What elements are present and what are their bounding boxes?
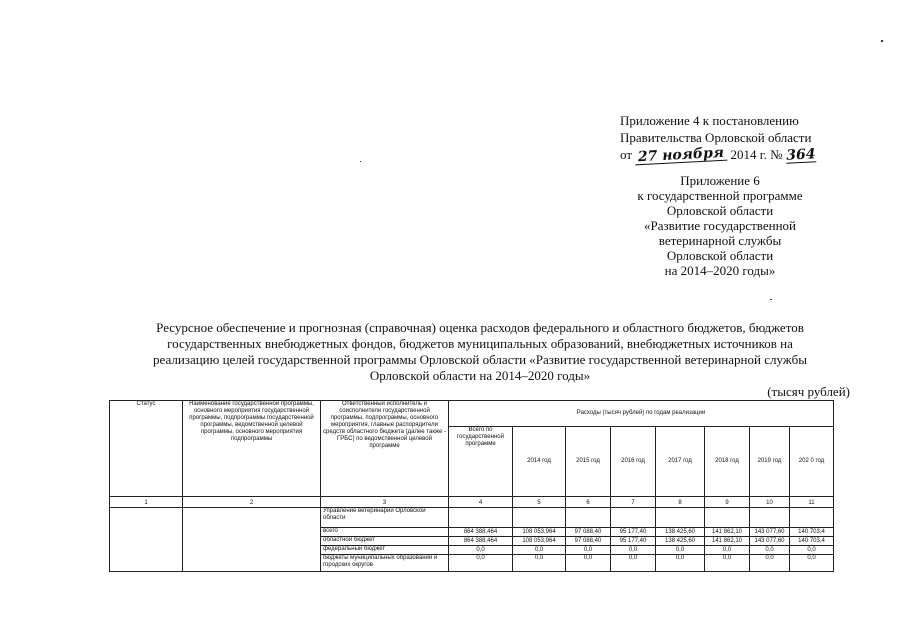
appendix-6-line: Орловской области bbox=[666, 248, 774, 263]
value-2015: 0,0 bbox=[566, 546, 611, 555]
value-2014: 108 053,964 bbox=[513, 528, 566, 537]
col-number: 5 bbox=[513, 497, 566, 508]
header-year-2015: 2015 год bbox=[566, 427, 611, 497]
header-total: Всего по государственной программе bbox=[449, 427, 513, 497]
header-year-2019: 2019 год bbox=[750, 427, 790, 497]
col-number: 10 bbox=[750, 497, 790, 508]
value-2016: 95 177,40 bbox=[611, 537, 656, 546]
appendix-6-line: Приложение 6 bbox=[680, 173, 760, 188]
header-name: Наименование государственной программы, основного мероприятия государственной программы, подпрограммы государственной программы, ведомственной целевой программы, основного мероприятия подпрограммы bbox=[183, 401, 321, 497]
value-2016: 0,0 bbox=[611, 555, 656, 572]
col-number: 6 bbox=[566, 497, 611, 508]
value-total: 864 388,464 bbox=[449, 528, 513, 537]
appendix-6-line: Орловской области bbox=[666, 203, 774, 218]
header-year-2018: 2018 год bbox=[705, 427, 750, 497]
header-executor: Ответственный исполнитель и соисполнители государственной программы, подпрограммы, основного мероприятия, главные распорядители средств областного бюджета (далее также - ГРБС) по ведомственной целевой программе bbox=[321, 401, 449, 497]
units-label: (тысяч рублей) bbox=[767, 384, 850, 399]
value-total: 0,0 bbox=[449, 546, 513, 555]
value-2014: 0,0 bbox=[513, 546, 566, 555]
status-cell bbox=[110, 508, 183, 572]
value-2018: 141 862,10 bbox=[705, 537, 750, 546]
col-number: 11 bbox=[790, 497, 834, 508]
appendix-4-line1: Приложение 4 к постановлению bbox=[620, 113, 799, 128]
title-line: Орловской области на 2014–2020 годы» bbox=[369, 368, 591, 383]
value-2015: 97 088,40 bbox=[566, 528, 611, 537]
value-total: 864 388,464 bbox=[449, 537, 513, 546]
row-label: бюджеты муниципальных образований и городских округов bbox=[321, 555, 449, 572]
value-2018: 0,0 bbox=[705, 546, 750, 555]
appendix-6-line: к государственной программе bbox=[637, 188, 803, 203]
value-2016: 95 177,40 bbox=[611, 528, 656, 537]
col-number: 3 bbox=[321, 497, 449, 508]
appendix-4-line2: Правительства Орловской области bbox=[620, 130, 812, 145]
title-line: государственных внебюджетных фондов, бюджетов муниципальных образований, внебюджетных источников на bbox=[167, 336, 793, 351]
program-name-cell bbox=[183, 508, 321, 572]
appendix-6-line: «Развитие государственной bbox=[643, 218, 797, 233]
col-number: 1 bbox=[110, 497, 183, 508]
date-prefix: от bbox=[620, 147, 633, 162]
value-2017: 0,0 bbox=[656, 555, 705, 572]
header-year-2017: 2017 год bbox=[656, 427, 705, 497]
header-expenses: Расходы (тысяч рублей) по годам реализации bbox=[449, 401, 834, 427]
document-title bbox=[100, 320, 860, 384]
resource-table bbox=[109, 400, 834, 572]
col-number: 8 bbox=[656, 497, 705, 508]
value-2019: 0,0 bbox=[750, 555, 790, 572]
value-2019: 0,0 bbox=[750, 546, 790, 555]
value-2014: 0,0 bbox=[513, 555, 566, 572]
header-status: Статус bbox=[110, 401, 183, 497]
value-2020: 140 703,4 bbox=[790, 537, 834, 546]
value-2019: 143 077,60 bbox=[750, 537, 790, 546]
value-2014: 108 053,964 bbox=[513, 537, 566, 546]
row-label: всего bbox=[321, 528, 449, 537]
row-label: областной бюджет bbox=[321, 537, 449, 546]
value-2020: 0,0 bbox=[790, 555, 834, 572]
appendix-6-line: ветеринарной службы bbox=[658, 233, 782, 248]
col-number: 2 bbox=[183, 497, 321, 508]
scan-speck bbox=[360, 161, 361, 162]
col-number: 4 bbox=[449, 497, 513, 508]
scan-speck bbox=[770, 299, 772, 300]
header-year-2016: 2016 год bbox=[611, 427, 656, 497]
value-2015: 0,0 bbox=[566, 555, 611, 572]
row-label: федеральный бюджет bbox=[321, 546, 449, 555]
appendix-6-line: на 2014–2020 годы» bbox=[664, 263, 776, 278]
handwritten-date: 27 ноября bbox=[635, 147, 728, 166]
section-label: Управление ветеринарии Орловской области bbox=[321, 508, 449, 528]
appendix-4-date-line bbox=[620, 144, 860, 166]
col-number: 7 bbox=[611, 497, 656, 508]
value-2018: 0,0 bbox=[705, 555, 750, 572]
value-2017: 138 425,60 bbox=[656, 528, 705, 537]
appendix-6-block bbox=[600, 173, 840, 278]
value-2018: 141 862,10 bbox=[705, 528, 750, 537]
value-2017: 0,0 bbox=[656, 546, 705, 555]
scan-speck bbox=[881, 40, 883, 42]
value-2017: 138 425,60 bbox=[656, 537, 705, 546]
title-line: реализацию целей государственной программы Орловской области «Развитие государственной ветеринарной службы bbox=[153, 352, 807, 367]
value-2016: 0,0 bbox=[611, 546, 656, 555]
value-2020: 140 703,4 bbox=[790, 528, 834, 537]
year-text: 2014 г. № bbox=[730, 147, 783, 162]
header-year-2014: 2014 год bbox=[513, 427, 566, 497]
col-number: 9 bbox=[705, 497, 750, 508]
handwritten-number: 364 bbox=[785, 146, 816, 164]
appendix-4-block bbox=[620, 112, 860, 166]
value-2020: 0,0 bbox=[790, 546, 834, 555]
value-2015: 97 088,40 bbox=[566, 537, 611, 546]
title-line: Ресурсное обеспечение и прогнозная (справочная) оценка расходов федерального и областного бюджетов, бюджетов bbox=[156, 320, 804, 335]
value-total: 0,0 bbox=[449, 555, 513, 572]
header-year-2020: 202 0 год bbox=[790, 427, 834, 497]
value-2019: 143 077,60 bbox=[750, 528, 790, 537]
